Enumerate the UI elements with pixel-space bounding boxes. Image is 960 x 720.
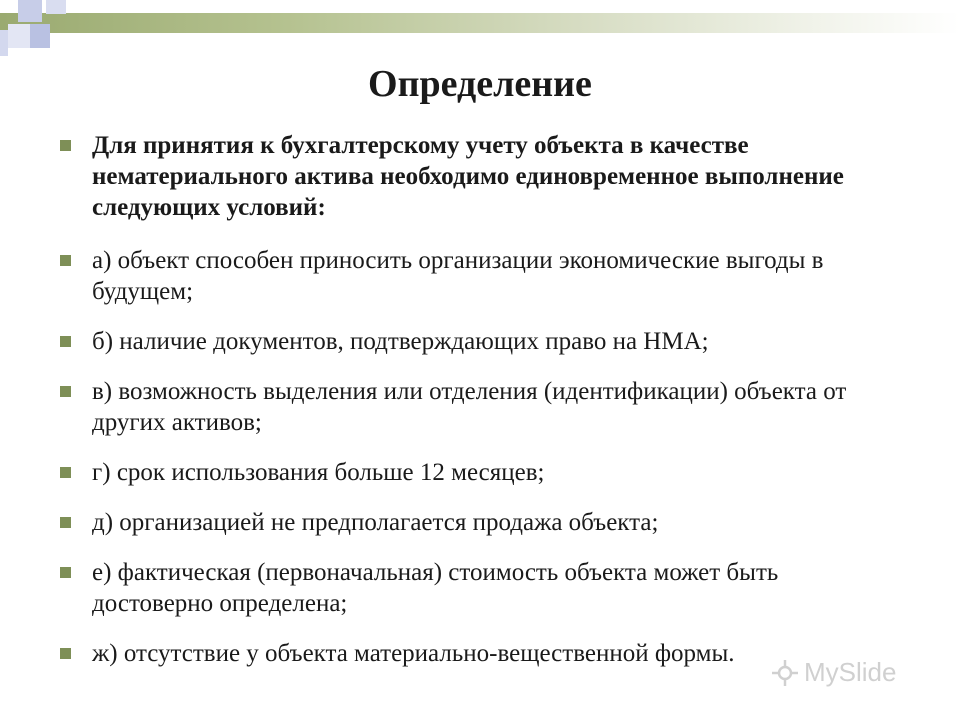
list-item (56, 130, 896, 223)
bullet-square-icon (60, 517, 71, 528)
bullet-square-icon (60, 255, 71, 266)
decor-square (18, 0, 42, 22)
list-item-text: ж) отсутствие у объекта материально-вещественной формы. (92, 640, 735, 667)
decor-square (8, 24, 30, 48)
page-title: Определение (368, 63, 592, 105)
list-item-text: б) наличие документов, подтверждающих право на НМА; (92, 328, 709, 355)
bullet-square-icon (60, 648, 71, 659)
decor-square (46, 0, 66, 14)
list-item-text: а) объект способен приносить организации экономические выгоды в будущем; (92, 247, 824, 305)
list-item-text: Для принятия к бухгалтерскому учету объекта в качестве нематериального актива необходимо единовременное выполнение следующих условий: (92, 132, 844, 221)
list-item (56, 376, 896, 438)
decor-square (0, 30, 8, 56)
watermark-text: MySlide (804, 657, 897, 687)
condition-list (56, 130, 896, 688)
bullet-square-icon (60, 567, 71, 578)
list-item (56, 326, 896, 357)
decor-square (50, 33, 64, 49)
bullet-square-icon (60, 140, 71, 151)
header-gradient-bar (0, 13, 960, 33)
decor-square (30, 24, 50, 48)
bullet-square-icon (60, 467, 71, 478)
list-item (56, 245, 896, 307)
list-item (56, 507, 896, 538)
myslide-logo-icon (770, 658, 800, 688)
bullet-square-icon (60, 336, 71, 347)
list-item-text: г) срок использования больше 12 месяцев; (92, 459, 545, 486)
list-item-text: д) организацией не предполагается продажа объекта; (92, 509, 659, 536)
list-item-text: е) фактическая (первоначальная) стоимость объекта может быть достоверно определена; (92, 559, 779, 617)
bullet-square-icon (60, 386, 71, 397)
watermark (770, 657, 896, 688)
list-item-text: в) возможность выделения или отделения (идентификации) объекта от других активов; (92, 378, 847, 436)
list-item (56, 557, 896, 619)
list-item (56, 457, 896, 488)
